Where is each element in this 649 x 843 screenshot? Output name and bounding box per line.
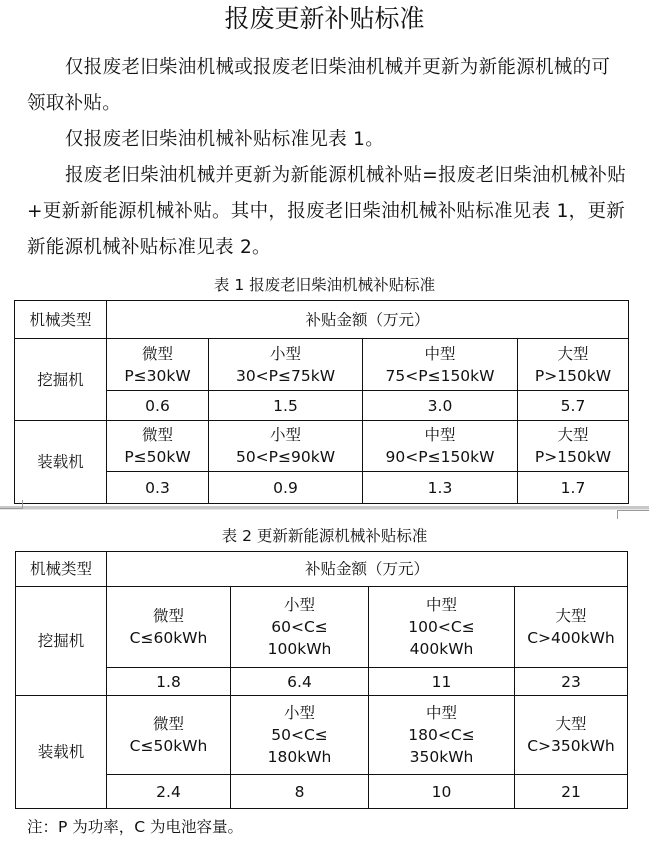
table1 bbox=[14, 300, 629, 504]
value-cell: 2.4 bbox=[107, 775, 231, 809]
spec-cell: 微型 C≤60kWh bbox=[107, 587, 231, 668]
value-cell: 21 bbox=[515, 775, 628, 809]
page-corner-mark-right bbox=[617, 510, 649, 519]
value-cell: 1.5 bbox=[209, 391, 363, 421]
row-label-loader: 装载机 bbox=[15, 421, 107, 504]
spec-cell: 中型 180<C≤ 350kWh bbox=[369, 696, 515, 775]
spec-cell: 大型 P>150kW bbox=[518, 421, 629, 472]
paragraph-3: 报废老旧柴油机械并更新为新能源机械补贴=报废老旧柴油机械补贴+更新新能源机械补贴。其中，报废老旧柴油机械补贴标准见表 1，更新新能源机械补贴标准见表 2。 bbox=[27, 165, 627, 258]
spec-cell: 小型 60<C≤ 100kWh bbox=[231, 587, 369, 668]
table2-caption: 表 2 更新新能源机械补贴标准 bbox=[221, 527, 428, 545]
value-cell: 1.3 bbox=[363, 472, 518, 504]
paragraph-2: 仅报废老旧柴油机械补贴标准见表 1。 bbox=[65, 129, 385, 150]
table2 bbox=[15, 551, 628, 809]
spec-cell: 大型 C>350kWh bbox=[515, 696, 628, 775]
spec-cell: 小型 50<C≤ 180kWh bbox=[231, 696, 369, 775]
header-amount: 补贴金额（万元） bbox=[107, 552, 628, 587]
spec-cell: 中型 100<C≤ 400kWh bbox=[369, 587, 515, 668]
spec-cell: 微型 C≤50kWh bbox=[107, 696, 231, 775]
value-cell: 8 bbox=[231, 775, 369, 809]
value-cell: 6.4 bbox=[231, 668, 369, 696]
table1-caption: 表 1 报废老旧柴油机械补贴标准 bbox=[213, 276, 436, 294]
value-cell: 1.8 bbox=[107, 668, 231, 696]
spec-cell: 中型 75<P≤150kW bbox=[363, 339, 518, 391]
value-cell: 11 bbox=[369, 668, 515, 696]
value-cell: 3.0 bbox=[363, 391, 518, 421]
value-cell: 0.9 bbox=[209, 472, 363, 504]
value-cell: 0.3 bbox=[107, 472, 209, 504]
spec-cell: 大型 C>400kWh bbox=[515, 587, 628, 668]
spec-cell: 大型 P>150kW bbox=[518, 339, 629, 391]
spec-cell: 微型 P≤30kW bbox=[107, 339, 209, 391]
value-cell: 1.7 bbox=[518, 472, 629, 504]
spec-cell: 中型 90<P≤150kW bbox=[363, 421, 518, 472]
header-machine-type: 机械类型 bbox=[16, 552, 107, 587]
paragraph-1: 仅报废老旧柴油机械或报废老旧柴油机械并更新为新能源机械的可领取补贴。 bbox=[27, 57, 611, 114]
value-cell: 23 bbox=[515, 668, 628, 696]
page-break bbox=[0, 506, 649, 510]
row-label-excavator: 挖掘机 bbox=[16, 587, 107, 696]
value-cell: 5.7 bbox=[518, 391, 629, 421]
header-amount: 补贴金额（万元） bbox=[107, 301, 629, 339]
header-machine-type: 机械类型 bbox=[15, 301, 107, 339]
page-corner-mark-left bbox=[0, 500, 23, 509]
spec-cell: 小型 50<P≤90kW bbox=[209, 421, 363, 472]
spec-cell: 小型 30<P≤75kW bbox=[209, 339, 363, 391]
document-title: 报废更新补贴标准 bbox=[224, 4, 425, 33]
value-cell: 0.6 bbox=[107, 391, 209, 421]
value-cell: 10 bbox=[369, 775, 515, 809]
row-label-excavator: 挖掘机 bbox=[15, 339, 107, 421]
footnote: 注：P 为功率，C 为电池容量。 bbox=[27, 818, 244, 836]
spec-cell: 微型 P≤50kW bbox=[107, 421, 209, 472]
row-label-loader: 装载机 bbox=[16, 696, 107, 809]
